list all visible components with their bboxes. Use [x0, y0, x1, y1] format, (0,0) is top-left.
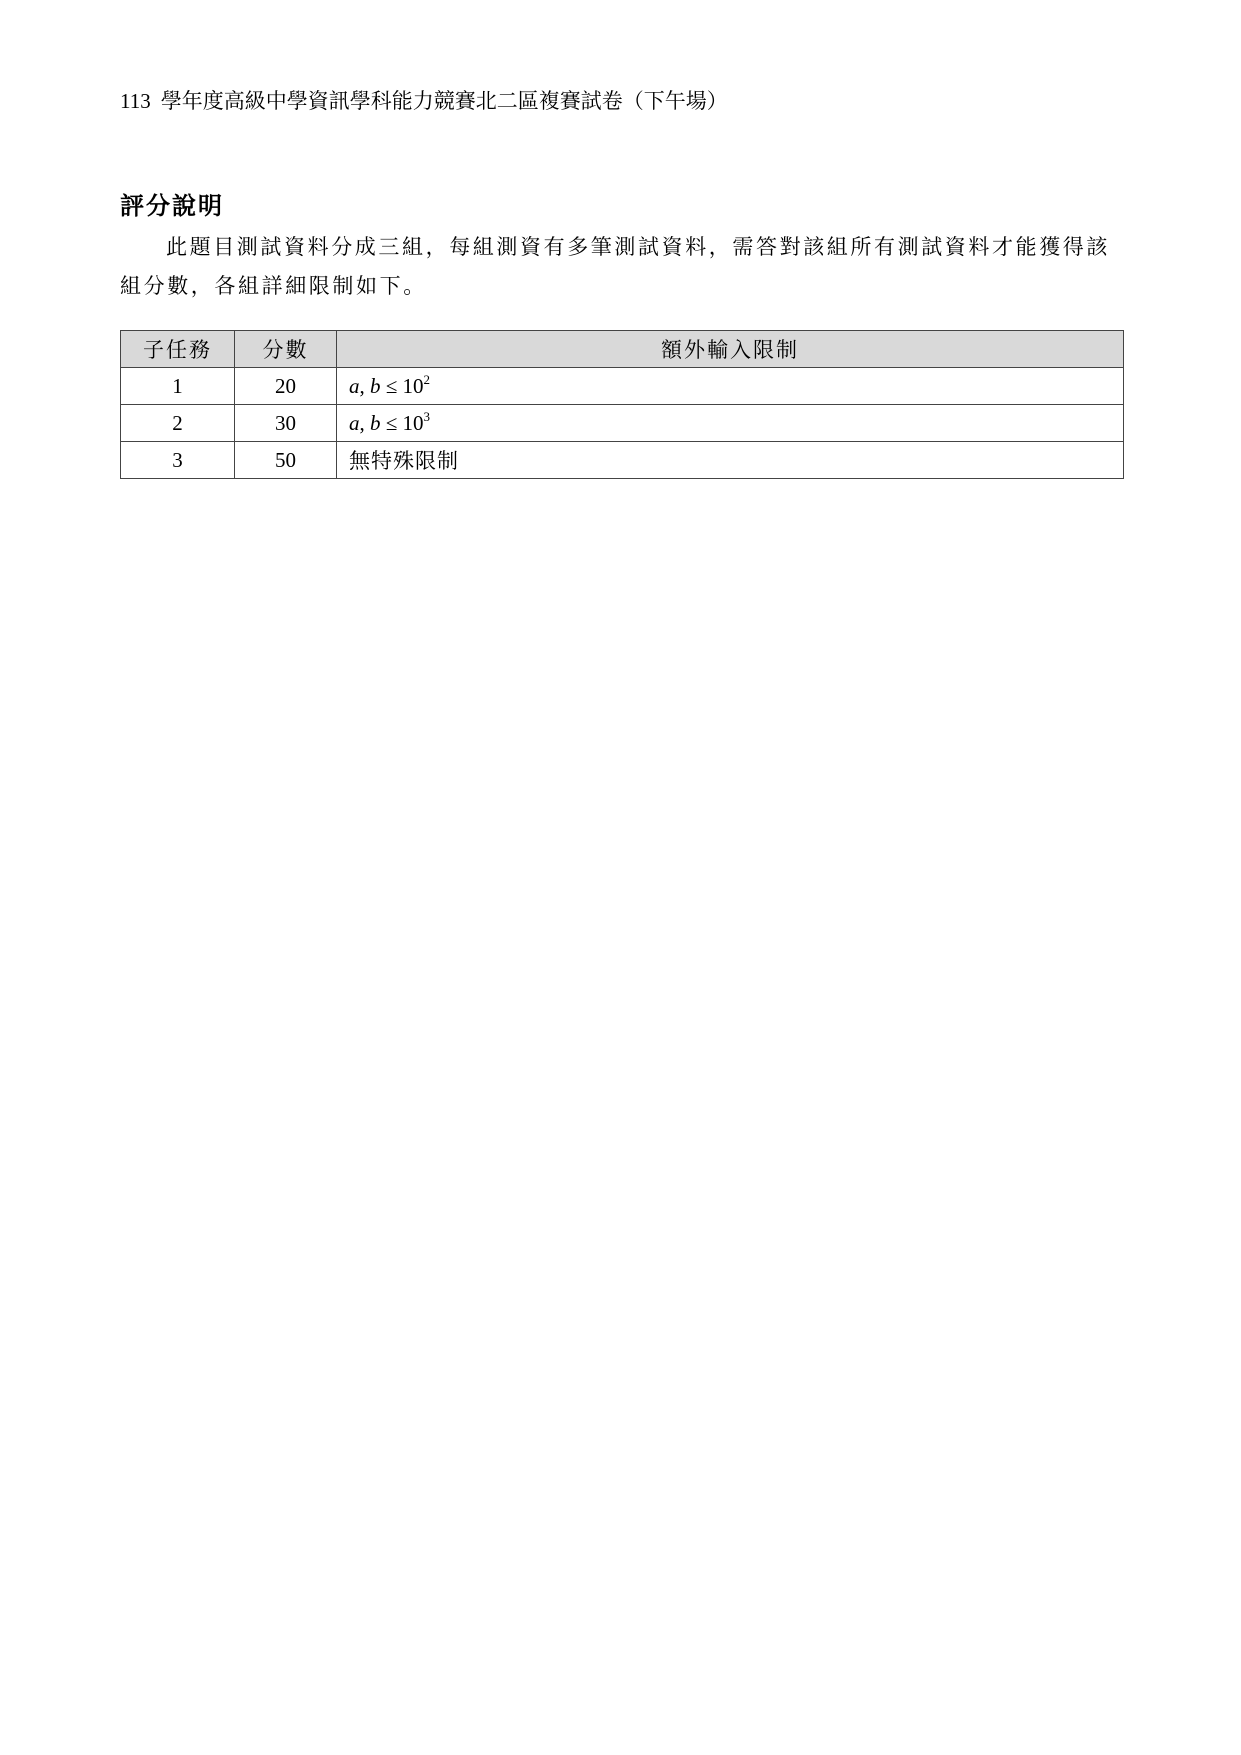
subtask-score: 20 — [235, 368, 337, 405]
base: 10 — [402, 410, 424, 435]
subtask-limit — [337, 368, 1124, 405]
section-title: 評分說明 — [120, 191, 224, 220]
table-header-row — [121, 331, 1124, 368]
subtask-score: 30 — [235, 405, 337, 442]
subtask-id: 1 — [121, 368, 235, 405]
var-b: b — [370, 373, 381, 398]
var-a: a — [349, 373, 360, 398]
header-limit: 額外輸入限制 — [337, 331, 1124, 368]
comma: , — [359, 373, 365, 398]
subtask-limit — [337, 405, 1124, 442]
contest-year: 113 — [120, 89, 151, 113]
subtask-table — [120, 330, 1124, 479]
subtask-score: 50 — [235, 442, 337, 479]
exponent: 3 — [423, 408, 431, 424]
limit-formula — [349, 408, 431, 435]
header-score: 分數 — [235, 331, 337, 368]
table-row — [121, 405, 1124, 442]
subtask-id: 3 — [121, 442, 235, 479]
base: 10 — [402, 373, 424, 398]
operator: ≤ — [385, 373, 398, 398]
subtask-limit: 無特殊限制 — [337, 442, 1124, 479]
table-row — [121, 442, 1124, 479]
var-b: b — [370, 410, 381, 435]
exponent: 2 — [423, 371, 431, 387]
var-a: a — [349, 410, 360, 435]
scoring-description: 此題目測試資料分成三組，每組測資有多筆測試資料，需答對該組所有測試資料才能獲得該組分數，各組詳細限制如下。 — [120, 235, 1110, 298]
operator: ≤ — [385, 410, 398, 435]
subtask-id: 2 — [121, 405, 235, 442]
comma: , — [359, 410, 365, 435]
limit-formula — [349, 371, 431, 398]
page-header — [120, 88, 728, 114]
table-row — [121, 368, 1124, 405]
contest-title: 學年度高級中學資訊學科能力競賽北二區複賽試卷（下午場） — [160, 89, 728, 113]
header-subtask: 子任務 — [121, 331, 235, 368]
